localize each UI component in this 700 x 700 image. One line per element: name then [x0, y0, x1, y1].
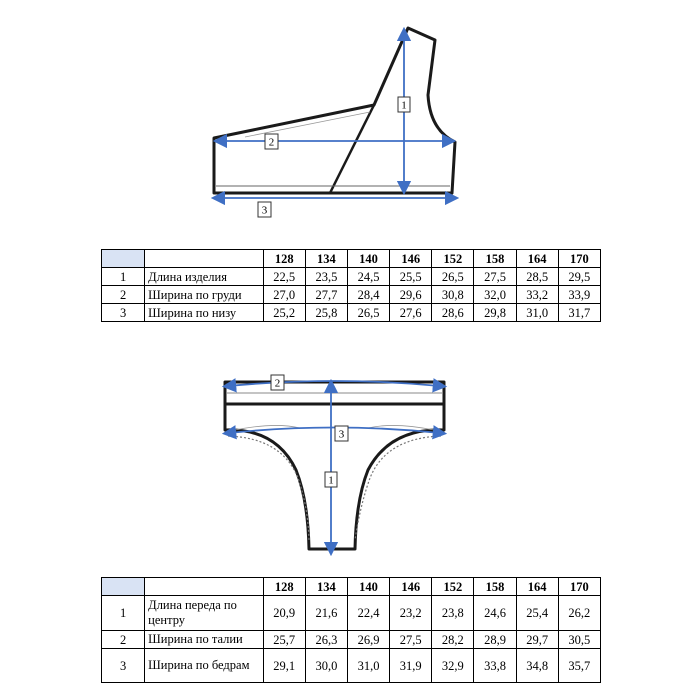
cell-value: 25,4 [516, 596, 558, 631]
cell-value: 24,6 [474, 596, 516, 631]
cell-value: 29,6 [390, 286, 432, 304]
cell-value: 26,5 [432, 268, 474, 286]
cell-value: 25,2 [263, 304, 305, 322]
table-row [102, 286, 601, 304]
cell-value: 20,9 [263, 596, 305, 631]
table-row [102, 631, 601, 649]
cell-value: 26,9 [347, 631, 389, 649]
cell-value: 30,8 [432, 286, 474, 304]
cell-value: 29,1 [263, 649, 305, 683]
size-header: 146 [390, 250, 432, 268]
cell-value: 28,6 [432, 304, 474, 322]
header-label-cell [145, 578, 263, 596]
cell-value: 27,0 [263, 286, 305, 304]
cell-value: 29,5 [558, 268, 600, 286]
size-header: 152 [432, 250, 474, 268]
marker-box-2 [265, 134, 278, 149]
cell-value: 23,5 [305, 268, 347, 286]
row-label: Ширина по груди [145, 286, 263, 304]
row-number: 3 [102, 649, 145, 683]
top-garment-diagram [0, 0, 700, 240]
row-number: 3 [102, 304, 145, 322]
cell-value: 26,2 [558, 596, 600, 631]
row-number: 2 [102, 286, 145, 304]
svg-text:2: 2 [274, 377, 281, 390]
cell-value: 27,7 [305, 286, 347, 304]
table-row [102, 268, 601, 286]
size-header: 170 [558, 250, 600, 268]
size-header: 128 [263, 578, 305, 596]
row-label: Длина переда по центру [145, 596, 263, 631]
cell-value: 31,0 [347, 649, 389, 683]
table-row [102, 649, 601, 683]
svg-text:1: 1 [328, 474, 334, 487]
size-header: 146 [390, 578, 432, 596]
cell-value: 27,5 [390, 631, 432, 649]
cell-value: 28,2 [432, 631, 474, 649]
cell-value: 28,5 [516, 268, 558, 286]
top-garment-outline [214, 28, 455, 193]
cell-value: 33,8 [474, 649, 516, 683]
table-row [102, 596, 601, 631]
bottom-size-table [101, 577, 601, 683]
table-header-row [102, 578, 601, 596]
size-header: 164 [516, 250, 558, 268]
table-row [102, 304, 601, 322]
size-header: 128 [263, 250, 305, 268]
cell-value: 26,3 [305, 631, 347, 649]
cell-value: 30,5 [558, 631, 600, 649]
size-header: 164 [516, 578, 558, 596]
size-header: 170 [558, 578, 600, 596]
size-header: 140 [347, 578, 389, 596]
size-header: 158 [474, 250, 516, 268]
row-number: 2 [102, 631, 145, 649]
row-label: Ширина по низу [145, 304, 263, 322]
cell-value: 24,5 [347, 268, 389, 286]
size-header: 134 [305, 250, 347, 268]
header-blank-cell [102, 578, 145, 596]
cell-value: 25,7 [263, 631, 305, 649]
cell-value: 30,0 [305, 649, 347, 683]
marker-box-3 [258, 202, 271, 217]
header-label-cell [145, 250, 263, 268]
header-blank-cell [102, 250, 145, 268]
briefs-outline [225, 382, 444, 549]
svg-text:3: 3 [338, 428, 345, 441]
cell-value: 28,9 [474, 631, 516, 649]
cell-value: 21,6 [305, 596, 347, 631]
cell-value: 32,0 [474, 286, 516, 304]
row-label: Длина изделия [145, 268, 263, 286]
svg-text:2: 2 [268, 136, 275, 149]
cell-value: 25,8 [305, 304, 347, 322]
top-size-table [101, 249, 601, 322]
cell-value: 22,4 [347, 596, 389, 631]
size-header: 134 [305, 578, 347, 596]
cell-value: 25,5 [390, 268, 432, 286]
cell-value: 33,9 [558, 286, 600, 304]
cell-value: 27,6 [390, 304, 432, 322]
row-number: 1 [102, 268, 145, 286]
table-header-row [102, 250, 601, 268]
marker-box-3 [335, 426, 348, 441]
cell-value: 29,7 [516, 631, 558, 649]
cell-value: 29,8 [474, 304, 516, 322]
marker-box-2 [271, 375, 284, 390]
marker-box-1 [398, 97, 410, 112]
row-label: Ширина по бедрам [145, 649, 263, 683]
cell-value: 26,5 [347, 304, 389, 322]
size-header: 158 [474, 578, 516, 596]
cell-value: 35,7 [558, 649, 600, 683]
size-header: 140 [347, 250, 389, 268]
cell-value: 33,2 [516, 286, 558, 304]
cell-value: 22,5 [263, 268, 305, 286]
cell-value: 27,5 [474, 268, 516, 286]
row-label: Ширина по талии [145, 631, 263, 649]
cell-value: 23,8 [432, 596, 474, 631]
cell-value: 34,8 [516, 649, 558, 683]
cell-value: 31,0 [516, 304, 558, 322]
cell-value: 32,9 [432, 649, 474, 683]
cell-value: 23,2 [390, 596, 432, 631]
svg-text:1: 1 [401, 99, 407, 112]
row-number: 1 [102, 596, 145, 631]
svg-text:3: 3 [261, 204, 268, 217]
marker-box-1 [325, 472, 337, 487]
bottom-garment-diagram [0, 360, 700, 560]
cell-value: 31,7 [558, 304, 600, 322]
cell-value: 28,4 [347, 286, 389, 304]
size-header: 152 [432, 578, 474, 596]
cell-value: 31,9 [390, 649, 432, 683]
